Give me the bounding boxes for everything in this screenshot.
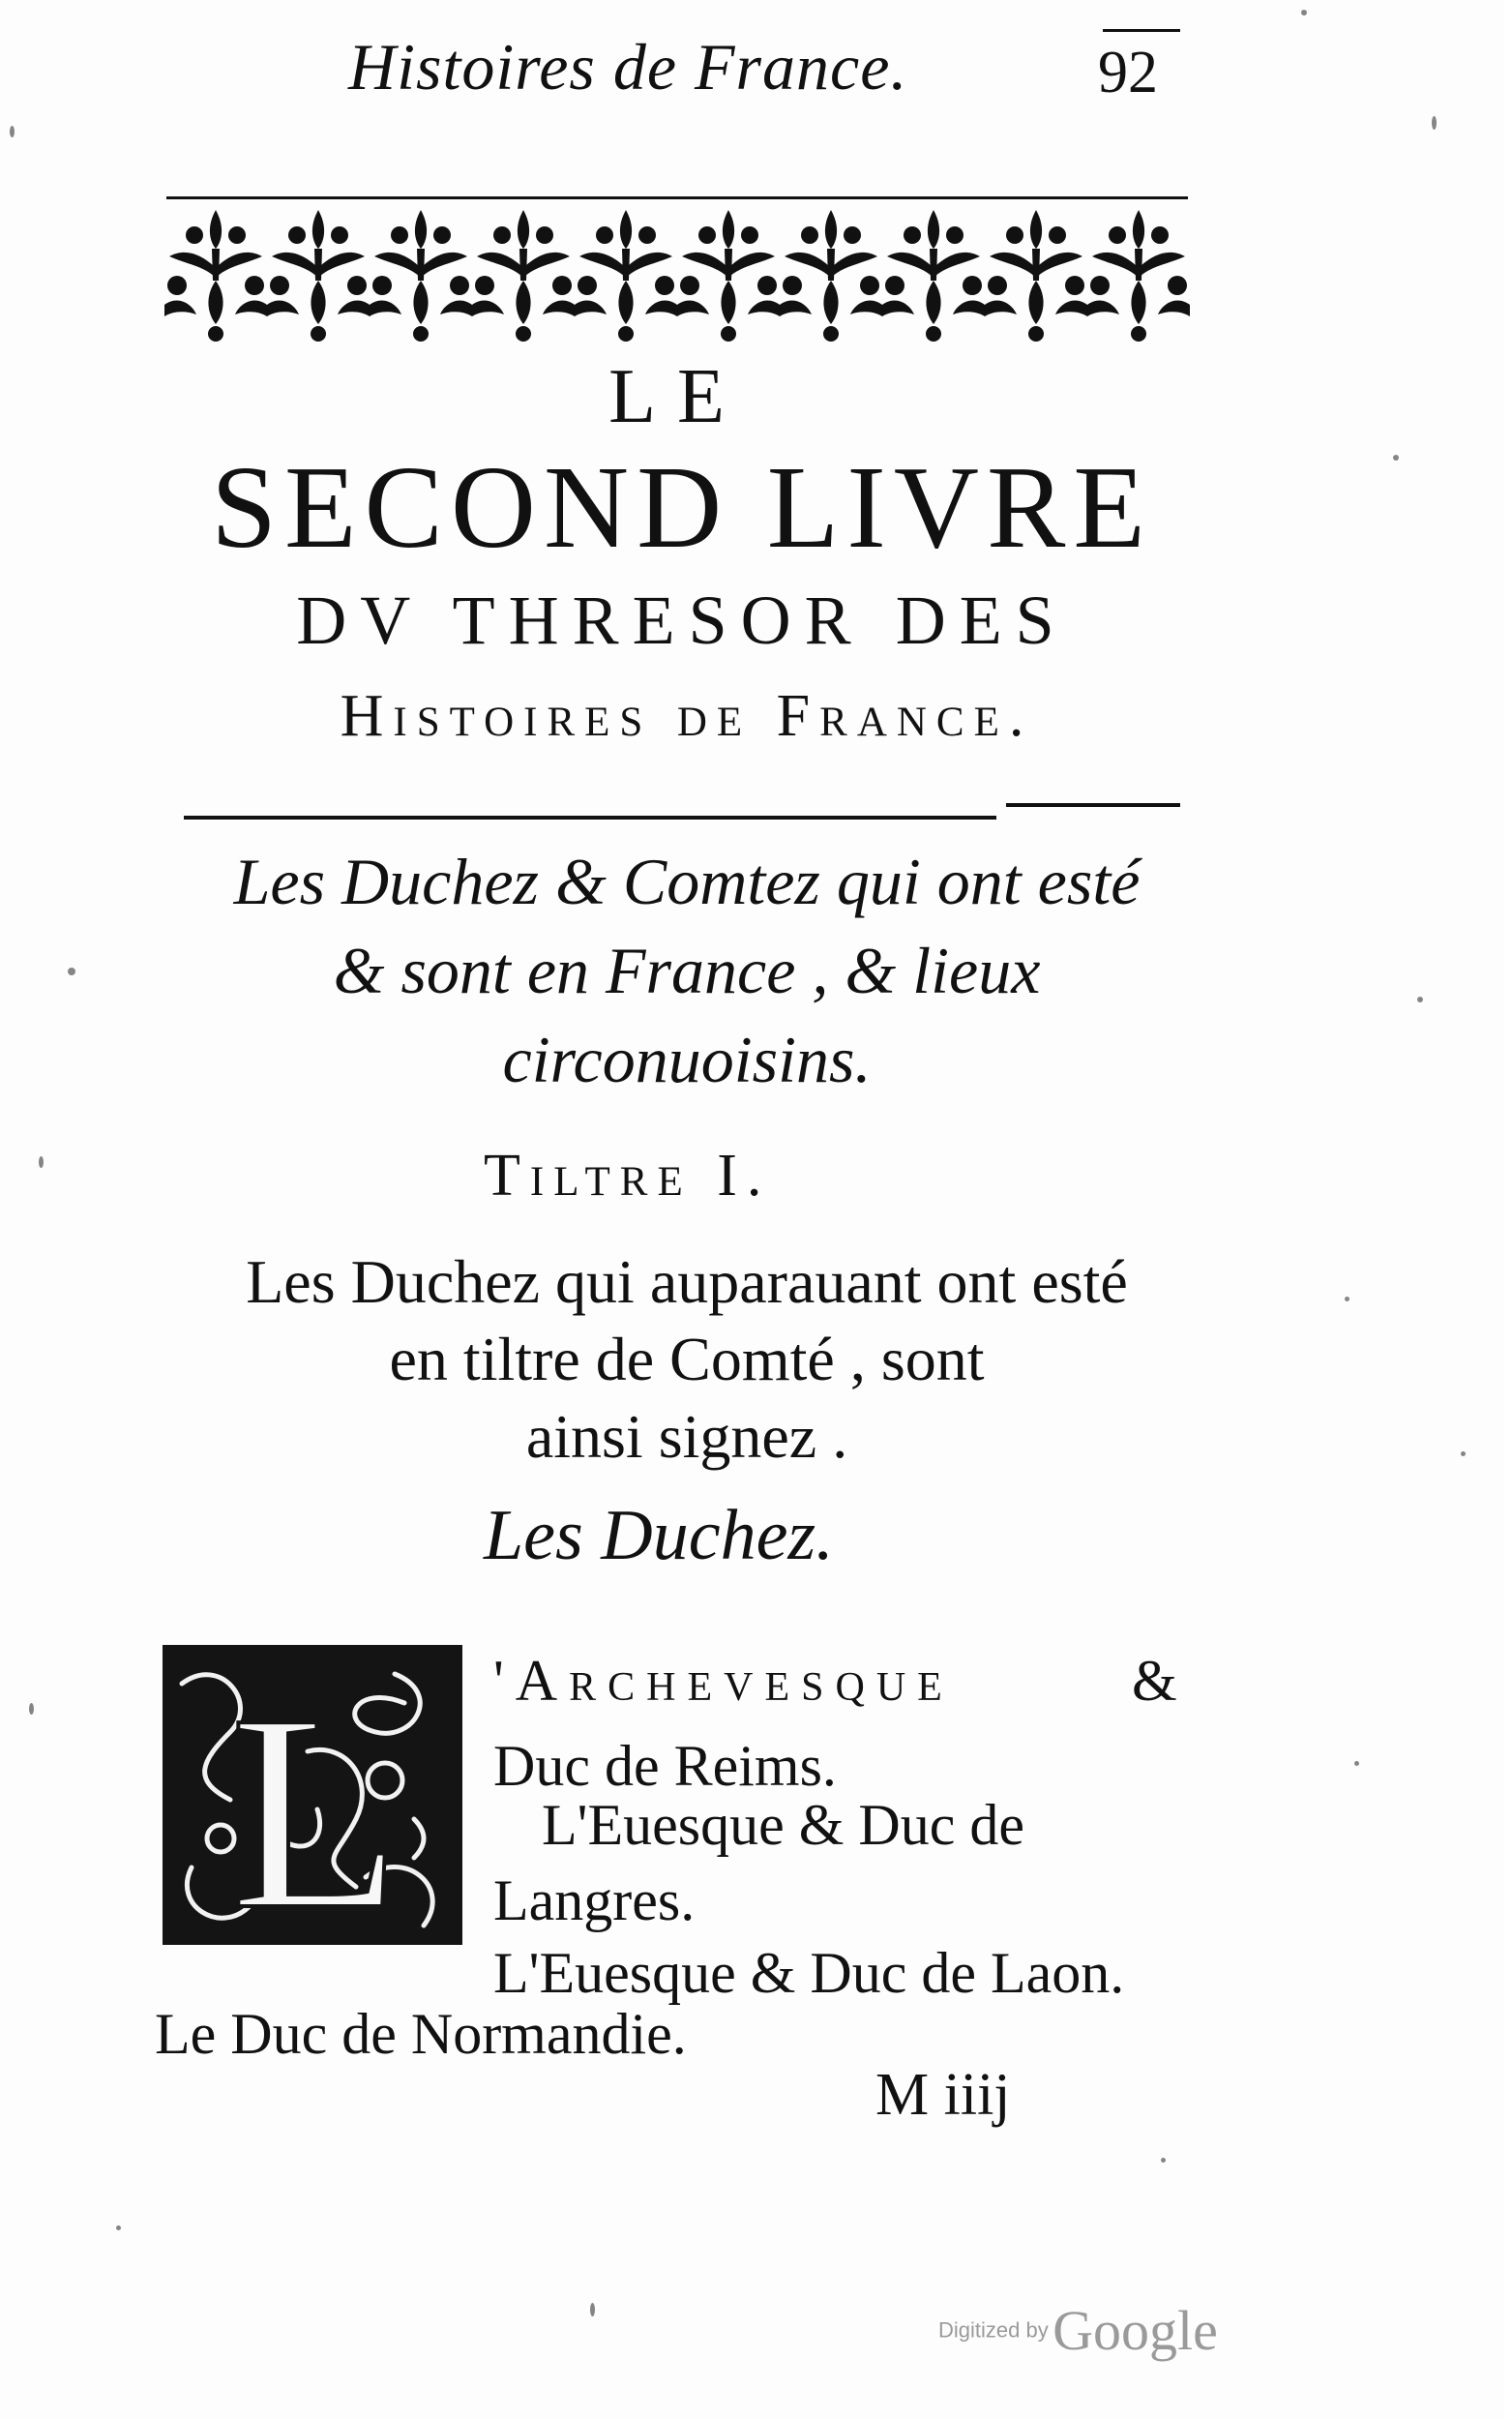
paragraph-line-2: en tiltre de Comté , sont	[389, 1325, 985, 1393]
fleuron-motif	[780, 210, 882, 342]
fleuron-motif	[472, 210, 575, 342]
title-rule-left	[184, 816, 996, 820]
title-rule-right	[1006, 803, 1180, 807]
digitized-watermark	[938, 2298, 1218, 2363]
subtitle-line-3: circonuoisins.	[502, 1023, 872, 1096]
entry-reims-rest: Duc de Reims.	[493, 1734, 837, 1798]
page-number-rule	[1103, 29, 1180, 32]
fleuron-motif	[985, 210, 1087, 342]
scan-speck	[1345, 1297, 1349, 1301]
paragraph-line-3: ainsi signez .	[525, 1402, 848, 1471]
signature-mark: M iiij	[875, 2062, 1011, 2128]
fleuron-motif	[267, 210, 370, 342]
entry-reims-caps: 'Archevesque	[493, 1649, 954, 1713]
entry-langres-rest: Langres.	[493, 1868, 696, 1932]
paragraph-line-1: Les Duchez qui auparauant ont esté	[246, 1247, 1128, 1316]
entry-reims-amp: &	[1132, 1649, 1177, 1713]
subtitle-line-1: Les Duchez & Comtez qui ont esté	[233, 845, 1141, 918]
scan-speck	[116, 2225, 121, 2230]
scan-speck	[1461, 1451, 1466, 1456]
chapter-subtitle	[155, 837, 1219, 1104]
scan-speck	[68, 968, 75, 975]
scan-speck	[1393, 455, 1399, 461]
scan-speck	[10, 126, 15, 137]
entry-langres: L'Euesque & Duc de	[542, 1793, 1024, 1857]
page-number: 92	[1098, 40, 1158, 105]
fleuron-motif	[882, 210, 985, 342]
decorated-initial-letter: L	[230, 1657, 402, 1945]
title-le: LE	[608, 354, 746, 439]
fleuron-motif	[164, 210, 267, 342]
fleuron-motif	[677, 210, 780, 342]
title-main: SECOND LIVRE	[211, 442, 1153, 573]
entry-normandie: Le Duc de Normandie.	[155, 2002, 687, 2066]
watermark-brand: Google	[1052, 2299, 1218, 2362]
subtitle-line-2: & sont en France , & lieux	[333, 934, 1041, 1007]
title-line-2: DV THRESOR DES	[296, 582, 1068, 659]
scan-speck	[29, 1703, 34, 1715]
fleuron-motif	[370, 210, 472, 342]
intro-paragraph	[155, 1243, 1219, 1476]
entry-reims	[493, 1638, 1209, 1808]
tiltre-heading: Tiltre I.	[484, 1143, 772, 1209]
entry-laon: L'Euesque & Duc de Laon.	[493, 1941, 1125, 2005]
scan-edge	[1504, 0, 1512, 2419]
watermark-prefix: Digitized by	[938, 2317, 1049, 2343]
fleuron-motif	[575, 210, 677, 342]
decorated-initial-icon	[163, 1645, 462, 1945]
scan-speck	[1161, 2158, 1166, 2163]
scan-speck	[1417, 997, 1423, 1002]
scan-speck	[590, 2303, 595, 2316]
title-line-3: Histoires de France.	[340, 683, 1034, 749]
running-head-title: Histoires de France.	[348, 30, 908, 104]
scan-speck	[39, 1156, 44, 1168]
fleuron-motif	[1087, 210, 1190, 342]
fleuron-ornament-icon	[164, 189, 1190, 343]
scan-speck	[1354, 1761, 1359, 1766]
scan-speck	[1432, 116, 1437, 130]
scan-speck	[1301, 10, 1307, 15]
section-heading-duchez: Les Duchez.	[484, 1496, 834, 1575]
